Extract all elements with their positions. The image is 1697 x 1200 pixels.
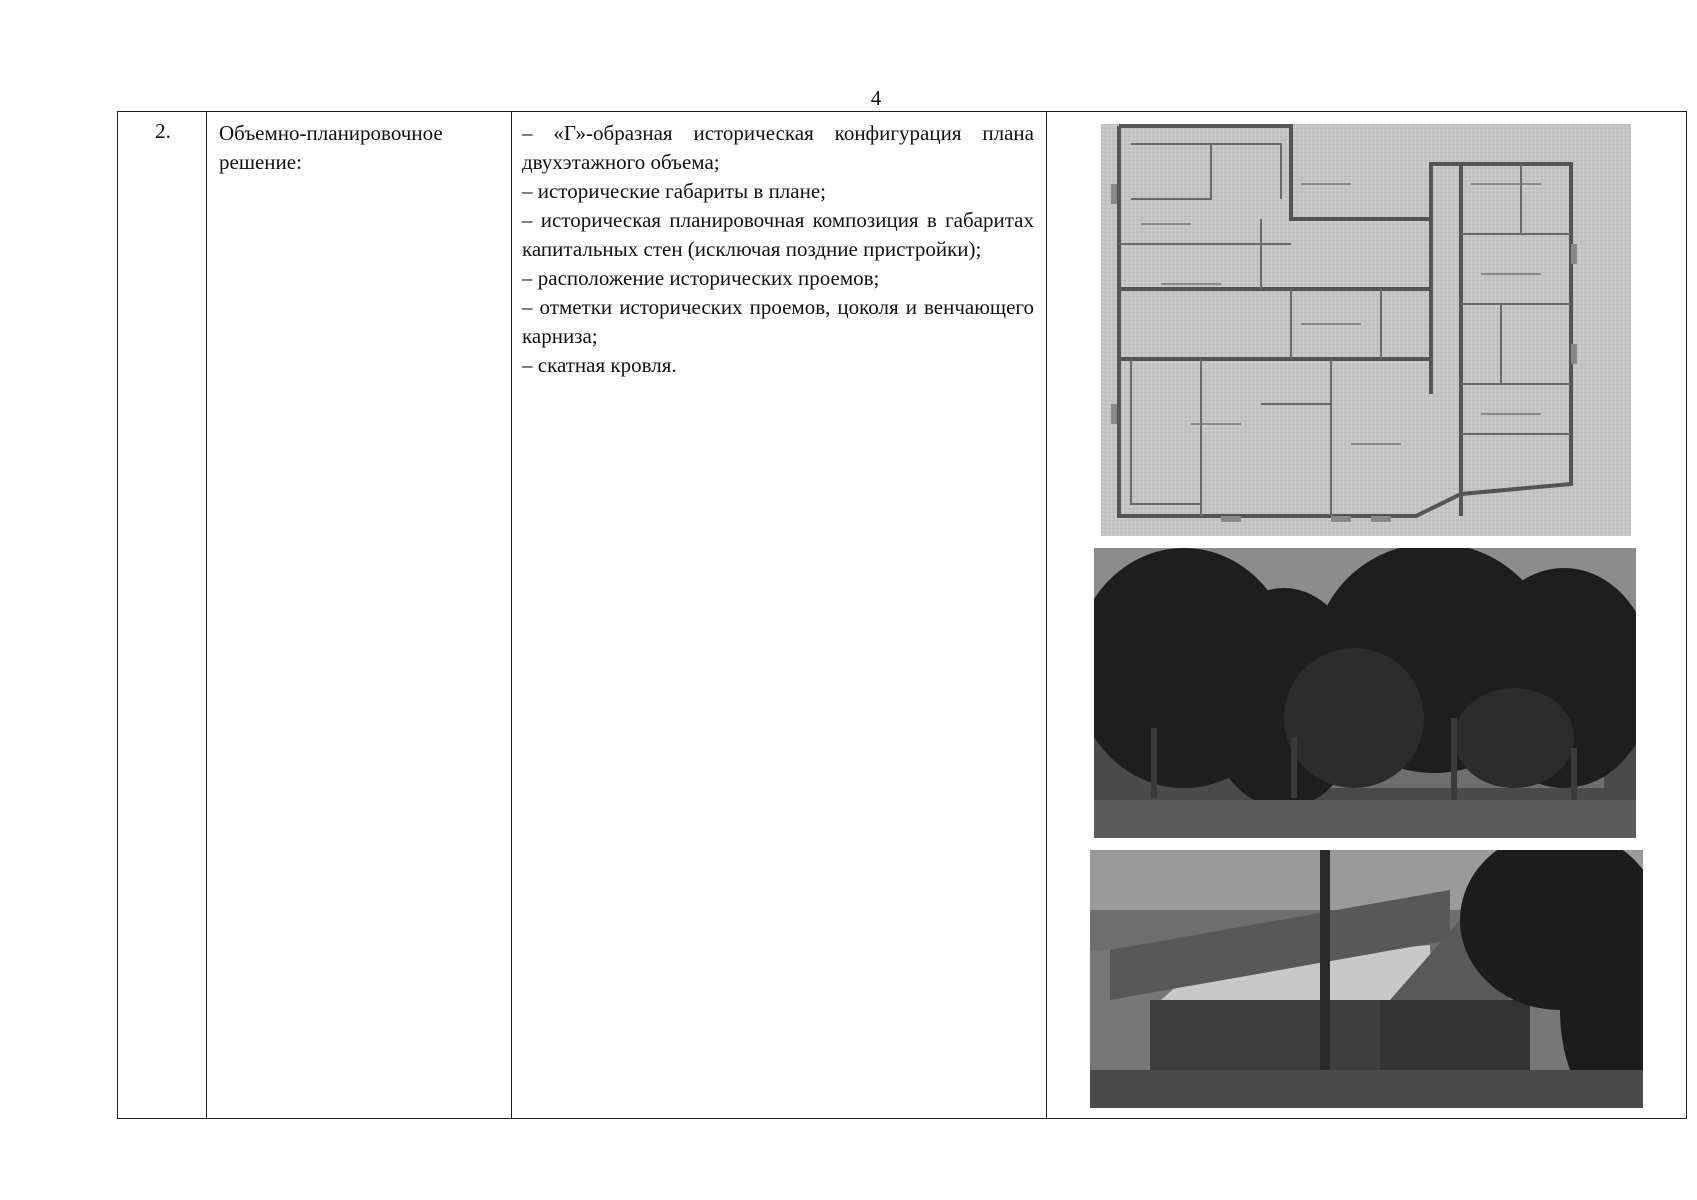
building-photo-trees — [1094, 548, 1636, 838]
description-item: – исторические габариты в плане; — [522, 179, 826, 203]
page-number: 4 — [870, 86, 882, 110]
specification-table — [117, 111, 1687, 1119]
illustration-column — [1046, 112, 1686, 1118]
building-photo-street — [1090, 850, 1643, 1108]
street-photo-drawing — [1090, 850, 1643, 1108]
row-number: 2. — [155, 119, 171, 143]
description-column — [511, 112, 1046, 1118]
building-photo-drawing — [1094, 548, 1636, 838]
description-item: – расположение исторических проемов; — [522, 266, 880, 290]
description-item: – историческая планировочная композиция в габаритах капитальных стен (исключая поздние пристройки); — [522, 208, 1034, 261]
description-item: – скатная кровля. — [522, 353, 677, 377]
description-item: – «Г»-образная историческая конфигурация плана двухэтажного объема; — [522, 121, 1034, 174]
number-column — [118, 112, 206, 1118]
floor-plan-image — [1101, 124, 1631, 536]
description-item: – отметки исторических проемов, цоколя и венчающего карниза; — [522, 295, 1034, 348]
description-list — [522, 119, 1034, 380]
name-column — [206, 112, 511, 1118]
floor-plan-drawing — [1101, 124, 1631, 536]
row-name: Объемно-планировочное решение: — [219, 121, 443, 174]
